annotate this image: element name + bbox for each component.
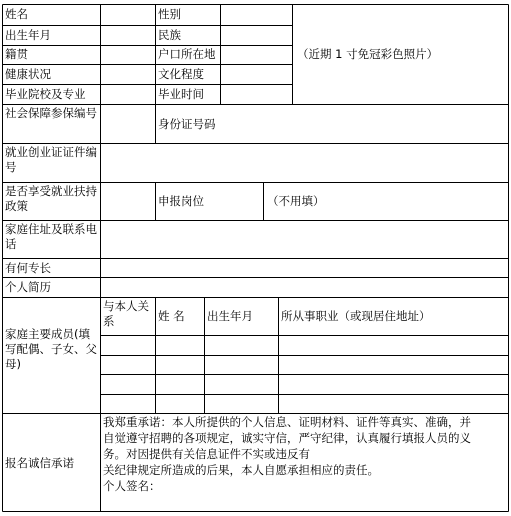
- label-graduation-time: 毕业时间: [158, 87, 204, 101]
- pledge-line-1: 我郑重承诺：本人所提供的个人信息、证明材料、证件等真实、准确，并: [103, 415, 471, 429]
- label-apply-post: 申报岗位: [158, 194, 204, 208]
- header-member-birth: 出生年月: [207, 309, 253, 323]
- label-id-number: 身份证号码: [158, 117, 216, 131]
- label-ethnicity: 民族: [158, 28, 181, 42]
- label-employment-cert: 就业创业证证件编号: [5, 145, 97, 174]
- label-name: 姓名: [5, 7, 28, 21]
- header-relation: 与本人关系: [103, 299, 149, 328]
- label-resume: 个人简历: [5, 280, 51, 294]
- label-integrity-pledge: 报名诚信承诺: [5, 456, 74, 470]
- label-specialty: 有何专长: [5, 261, 51, 275]
- apply-post-note: （不用填）: [267, 194, 325, 208]
- label-health: 健康状况: [5, 67, 51, 81]
- label-social-security: 社会保障参保编号: [5, 106, 97, 120]
- header-member-name: 姓 名: [158, 309, 185, 323]
- label-native-place: 籍贯: [5, 47, 28, 61]
- label-school-major: 毕业院校及专业: [5, 87, 86, 101]
- signature-label: 个人签名：: [103, 479, 161, 493]
- label-address-phone: 家庭住址及联系电话: [5, 222, 97, 251]
- label-family-members: 家庭主要成员(填写配偶、子女、父母): [5, 327, 97, 371]
- header-member-work: 所从事职业（或现居住地址）: [281, 309, 431, 323]
- photo-note: （近期 1 寸免冠彩色照片）: [297, 47, 439, 61]
- pledge-line-3: 务。对因提供有关信息证件不实或违反有: [103, 447, 310, 461]
- label-birth: 出生年月: [5, 28, 51, 42]
- label-hukou: 户口所在地: [158, 47, 216, 61]
- label-employment-policy: 是否享受就业扶持政策: [5, 184, 97, 213]
- label-gender: 性别: [158, 7, 181, 21]
- label-education: 文化程度: [158, 67, 204, 81]
- pledge-line-4: 关纪律规定所造成的后果，本人自愿承担相应的责任。: [103, 463, 379, 477]
- pledge-line-2: 自觉遵守招聘的各项规定，诚实守信，严守纪律，认真履行填报人员的义: [103, 431, 471, 445]
